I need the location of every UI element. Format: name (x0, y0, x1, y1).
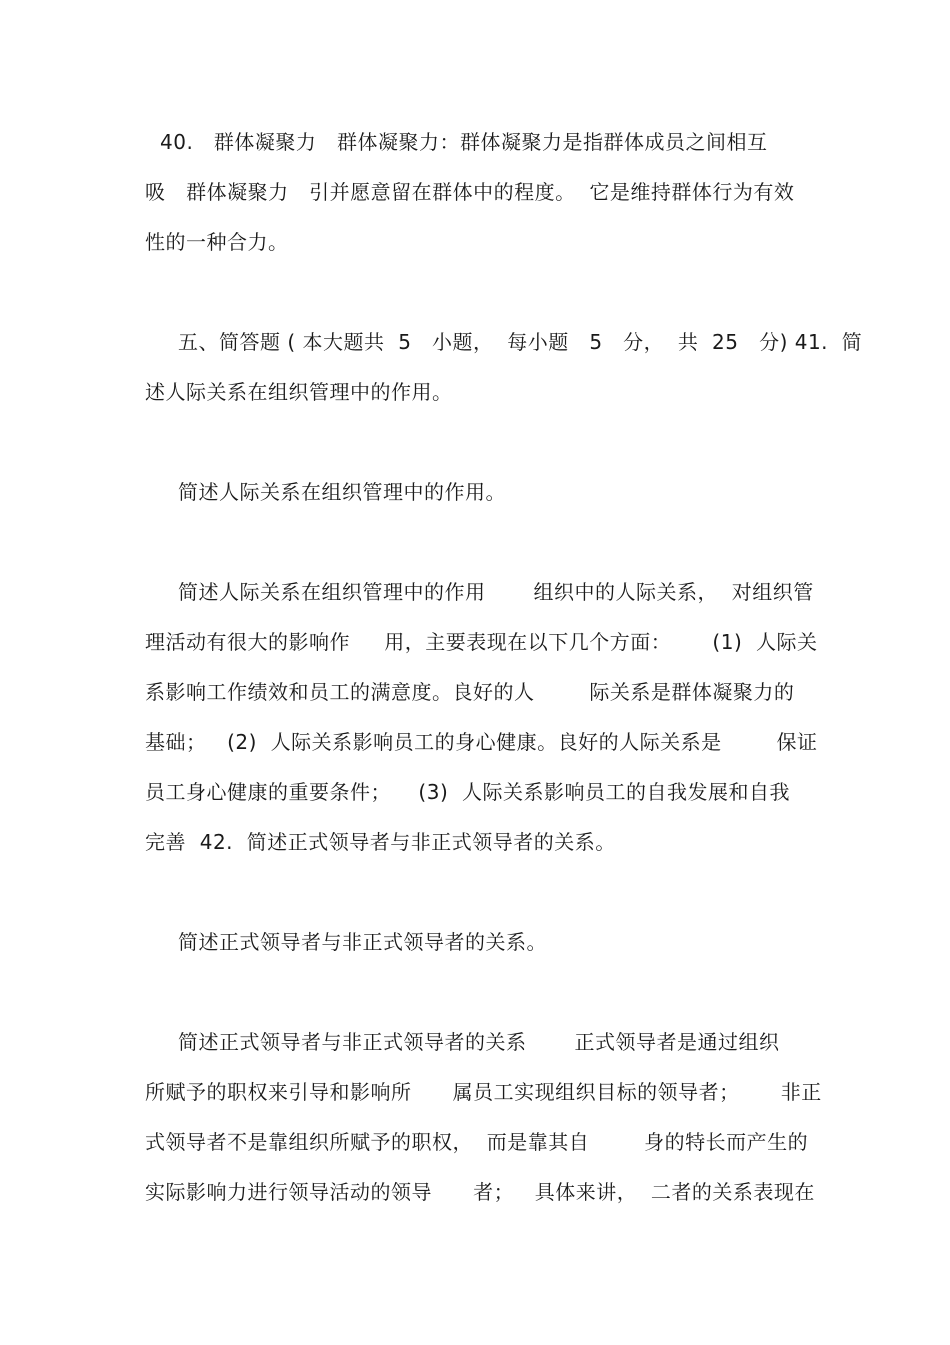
section-5-heading-line-1: 五、简答题 ( 本大题共 5 小题， 每小题 5 分， 共 25 分) 41. 简 (178, 330, 863, 354)
answer-41-line-2: 理活动有很大的影响作 用，主要表现在以下几个方面： (1) 人际关 (145, 630, 818, 654)
answer-42-line-1: 简述正式领导者与非正式领导者的关系 正式领导者是通过组织 (178, 1030, 780, 1054)
answer-42-line-3: 式领导者不是靠组织所赋予的职权， 而是靠其自 身的特长而产生的 (145, 1130, 809, 1154)
answer-42-line-2: 所赋予的职权来引导和影响所 属员工实现组织目标的领导者； 非正 (145, 1080, 822, 1104)
question-42-title: 简述正式领导者与非正式领导者的关系。 (178, 930, 547, 954)
answer-41-line-4: 基础； (2) 人际关系影响员工的身心健康。良好的人际关系是 保证 (145, 730, 818, 754)
paragraph-40-line-2: 吸 群体凝聚力 引并愿意留在群体中的程度。 它是维持群体行为有效 (145, 180, 795, 204)
section-5-heading-line-2: 述人际关系在组织管理中的作用。 (145, 380, 453, 404)
answer-41-line-1: 简述人际关系在组织管理中的作用 组织中的人际关系， 对组织管 (178, 580, 814, 604)
paragraph-40-line-1: 40. 群体凝聚力 群体凝聚力：群体凝聚力是指群体成员之间相互 (160, 130, 768, 154)
answer-41-line-5: 员工身心健康的重要条件； (3) 人际关系影响员工的自我发展和自我 (145, 780, 790, 804)
answer-41-line-6: 完善 42. 简述正式领导者与非正式领导者的关系。 (145, 830, 616, 854)
paragraph-40-line-3: 性的一种合力。 (145, 230, 289, 254)
answer-42-line-4: 实际影响力进行领导活动的领导 者； 具体来讲， 二者的关系表现在 (145, 1180, 815, 1204)
question-41-title: 简述人际关系在组织管理中的作用。 (178, 480, 506, 504)
answer-41-line-3: 系影响工作绩效和员工的满意度。良好的人 际关系是群体凝聚力的 (145, 680, 795, 704)
